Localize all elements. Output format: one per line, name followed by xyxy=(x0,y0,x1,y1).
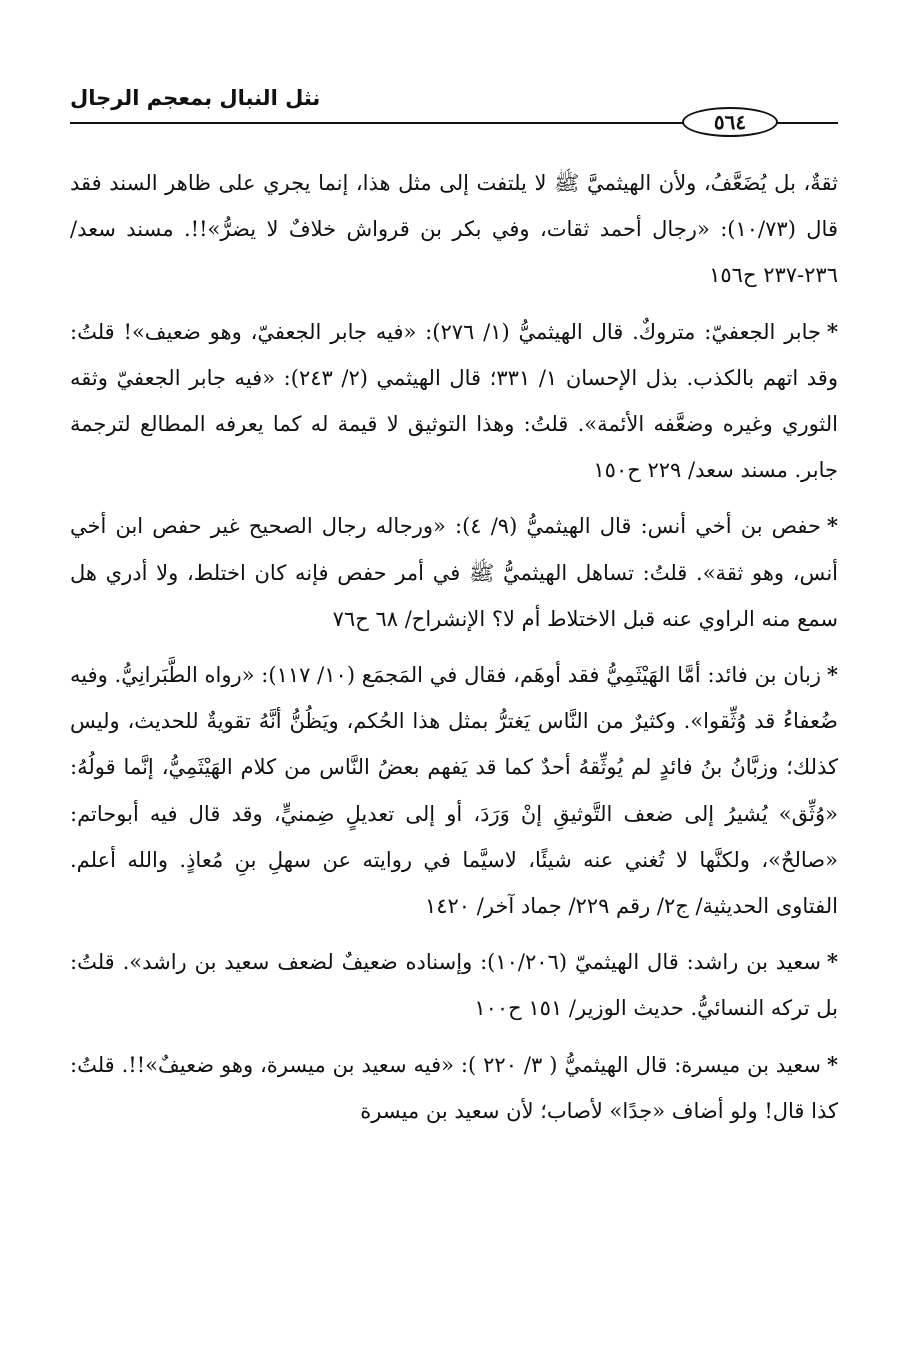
page-body xyxy=(70,160,838,1134)
paragraph-text: زبان بن فائد: أمَّا الهَيْثَمِيُّ فقد أوهَم، فقال في المَجمَع (١٠/ ١١٧): «رواه الطَّبَرانِيُّ. وفيه ضُعفاءُ قد وُثِّقوا». وكثيرٌ من النَّاس يَغترُّ بمثل هذا الحُكم، ويَظُنُّ أنَّهُ تقويةٌ للحديث، وليس كذلك؛ وزبَّانُ بنُ فائدٍ لم يُوثِّقهُ أحدٌ كما قد يَفهم بعضُ النَّاس من كلام الهَيْثَمِيُّ، إنَّما قولُهُ: «وُثِّق» يُشيرُ إلى ضعف التَّوثيقِ إنْ وَرَدَ، أو إلى تعديلٍ ضِمنيٍّ، وقد قال فيه أبوحاتم: «صالحٌ»، ولكنَّها لا تُغني عنه شيئًا، لاسيَّما في روايته عن سهلِ بنِ مُعاذٍ. والله أعلم. الفتاوى الحديثية/ ج٢/ رقم ٢٢٩/ جماد آخر/ ١٤٢٠ xyxy=(70,663,838,919)
paragraph-continuation xyxy=(70,160,838,299)
paragraph-text: ثقةٌ، بل يُضَعَّفُ، ولأن الهيثميَّ ﷺ لا يلتفت إلى مثل هذا، إنما يجري على ظاهر السند فقد قال (١٠/٧٣): «رجال أحمد ثقات، وفي بكر بن قرواش خلافٌ لا يضرُّ»!!. مسند سعد/ ٢٣٦-٢٣٧ ح١٥٦ xyxy=(70,171,838,288)
asterisk-bullet: * xyxy=(827,662,838,688)
page-header xyxy=(70,78,838,136)
paragraph-text: جابر الجعفيّ: متروكٌ. قال الهيثميُّ (١/ ٢٧٦): «فيه جابر الجعفيّ، وهو ضعيف»! قلتُ: وقد اتهم بالكذب. بذل الإحسان ١/ ٣٣١؛ قال الهيثمي (٢/ ٢٤٣): «فيه جابر الجعفيّ وثقه الثوري وغيره وضعَّفه الأئمة». قلتُ: وهذا التوثيق لا قيمة له كما يعرفه المطالع لترجمة جابر. مسند سعد/ ٢٢٩ ح١٥٠ xyxy=(70,319,838,483)
entry-jabir-al-jufi xyxy=(70,309,838,494)
paragraph-text: حفص بن أخي أنس: قال الهيثميُّ (٩/ ٤): «ورجاله رجال الصحيح غير حفص ابن أخي أنس، وهو ثقة». قلتُ: تساهل الهيثميُّ ﷺ في أمر حفص فإنه كان اختلط، ولا أدري هل سمع منه الراوي عنه قبل الاختلاط أم لا؟ الإنشراح/ ٦٨ ح٧٦ xyxy=(70,514,838,631)
page-number-badge: ٥٦٤ xyxy=(682,107,778,137)
asterisk-bullet: * xyxy=(827,1051,838,1077)
entry-zabban-ibn-faid xyxy=(70,652,838,929)
asterisk-bullet: * xyxy=(827,318,838,344)
paragraph-text: سعيد بن راشد: قال الهيثميّ (١٠/٢٠٦): وإسناده ضعيفٌ لضعف سعيد بن راشد». قلتُ: بل تركه النسائيُّ. حديث الوزير/ ١٥١ ح١٠٠ xyxy=(70,950,838,1021)
entry-said-ibn-maysara xyxy=(70,1042,838,1134)
entry-said-ibn-rashid xyxy=(70,939,838,1031)
asterisk-bullet: * xyxy=(827,513,838,539)
entry-hafs-ibn-akhi-anas xyxy=(70,503,838,642)
paragraph-text: سعيد بن ميسرة: قال الهيثميُّ ( ٣/ ٢٢٠ ): «فيه سعيد بن ميسرة، وهو ضعيفٌ»!!. قلتُ: كذا قال! ولو أضاف «جدًا» لأصاب؛ لأن سعيد بن ميسرة xyxy=(70,1052,838,1123)
asterisk-bullet: * xyxy=(827,949,838,975)
running-title: نثل النبال بمعجم الرجال xyxy=(70,86,321,110)
